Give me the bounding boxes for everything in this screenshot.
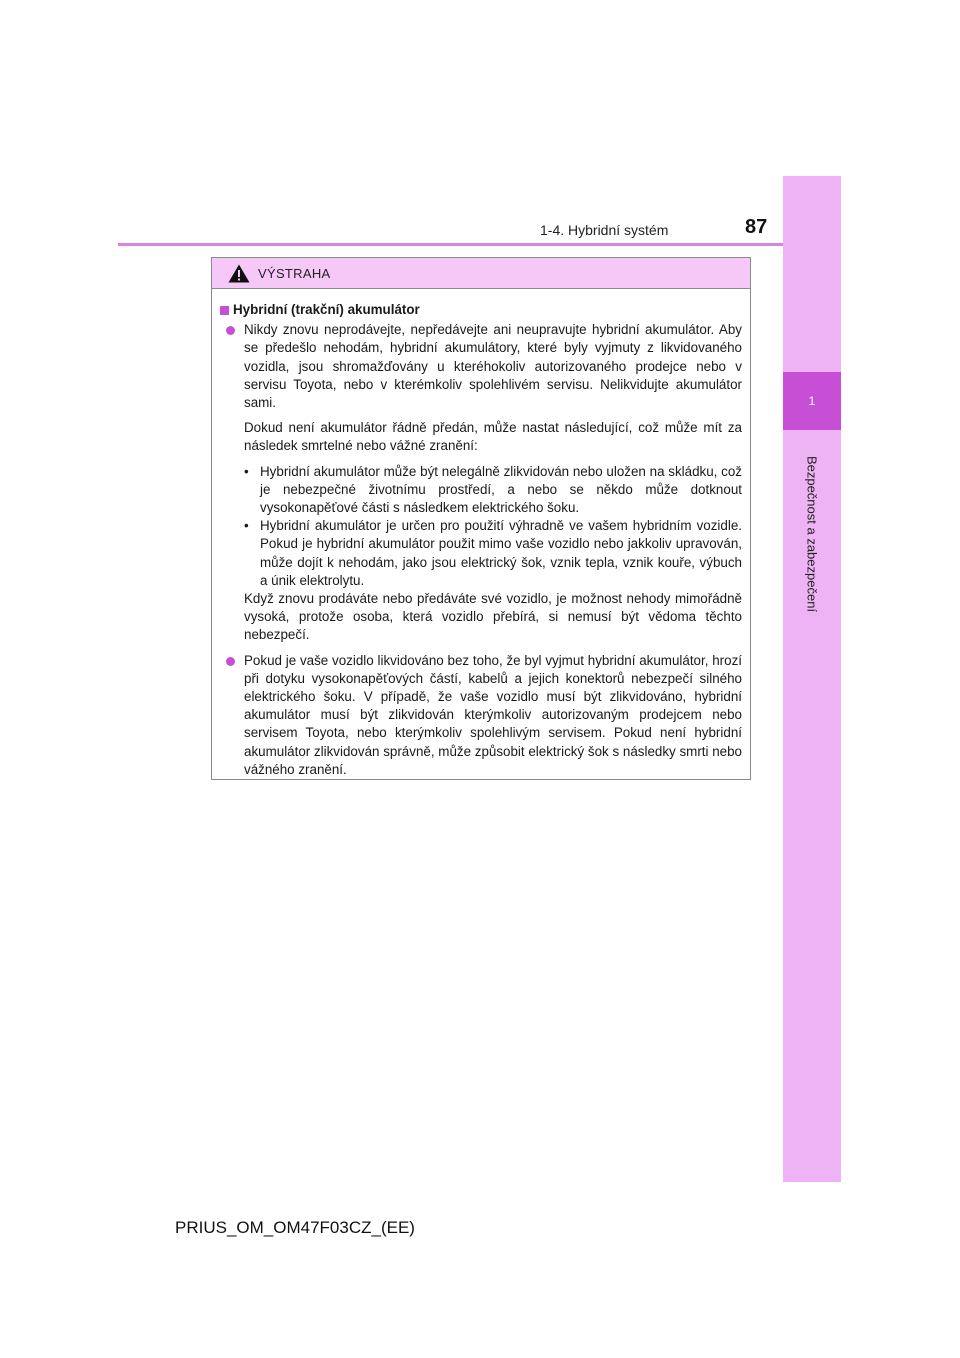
warning-header	[212, 258, 750, 289]
dash-text: Hybridní akumulátor je určen pro použití výhradně ve vašem hybridním vozidle. Pokud je hybridní akumulátor použit mimo vaše vozidlo nebo jakkoliv upravován, může dojít k nehodám, jako jsou elektrický šok, vznik tepla, vznik kouře, výbuch a únik elektrolytu.	[260, 518, 742, 588]
doc-code: PRIUS_OM_OM47F03CZ_(EE)	[175, 1218, 415, 1237]
chapter-number: 1	[783, 372, 841, 430]
warning-triangle-icon	[228, 264, 250, 283]
square-bullet-icon	[220, 306, 229, 315]
paragraph: Dokud není akumulátor řádně předán, může nastat následující, což může mít za následek smrtelné nebo vážné zranění:	[244, 420, 742, 454]
warning-box	[211, 257, 751, 780]
chapter-title: Bezpečnost a zabezpečení	[804, 455, 820, 613]
dash-text: Hybridní akumulátor může být nelegálně zlikvidován nebo uložen na skládku, což je nebezpečné životnímu prostředí, a nebo se někdo může dotknout vysokonapěťové části s následkem elektrického šoku.	[260, 463, 742, 516]
dash-list	[220, 463, 742, 590]
page-number: 87	[745, 216, 768, 238]
subheading-text: Hybridní (trakční) akumulátor	[233, 302, 420, 317]
bullet-text: Pokud je vaše vozidlo likvidováno bez toho, že byl vyjmut hybridní akumulátor, hrozí při dotyku vysokonapěťových částí, kabelů a jejich konektorů nebezpečí silného elektrického šoku. V případě, že vaše vozidlo musí být zlikvidováno, hybridní akumulátor musí být zlikvidován kterýmkoliv autorizovaným prodejcem nebo servisem Toyota, nebo kterýmkoliv spolehlivým servisem. Pokud není hybridní akumulátor zlikvidován správně, může způsobit elektrický šok s následky smrti nebo vážného zranění.	[244, 652, 742, 777]
section-title: 1-4. Hybridní systém	[540, 222, 669, 238]
round-bullet-icon	[226, 326, 235, 335]
paragraph: Když znovu prodáváte nebo předáváte své vozidlo, je možnost nehody mimořádně vysoká, protože osoba, která vozidlo přebírá, si nemusí být vědoma těchto nebezpečí.	[244, 591, 742, 643]
bullet-text: Nikdy znovu neprodávejte, nepředávejte ani neupravujte hybridní akumulátor. Aby se předešlo nehodám, hybridní akumulátory, které byly vyjmuty z likvidovaného vozidla, jsou shromažďovány u kteréhokoliv autorizovaného prodejce nebo v servisu Toyota, nebo v kterémkoliv spolehlivém servisu. Nelikvidujte akumulátor sami.	[244, 322, 742, 411]
dash-item	[244, 517, 742, 590]
side-tab	[783, 176, 841, 1182]
header-rule	[118, 243, 783, 246]
warning-body	[212, 289, 750, 779]
round-bullet-icon	[226, 657, 235, 666]
bullet-item	[220, 652, 742, 779]
warning-title: VÝSTRAHA	[258, 265, 331, 281]
subheading	[220, 301, 742, 319]
dash-item	[244, 463, 742, 518]
dash-marker: •	[244, 463, 249, 479]
bullet-item	[220, 321, 742, 412]
dash-marker: •	[244, 518, 249, 534]
